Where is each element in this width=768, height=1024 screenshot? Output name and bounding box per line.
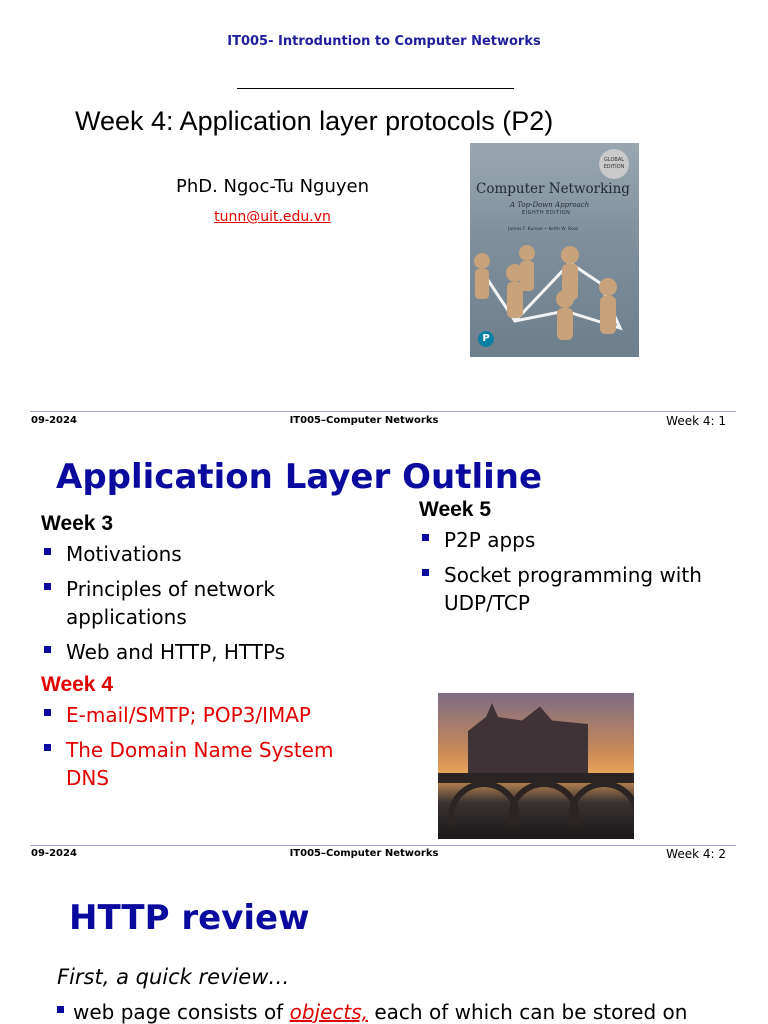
http-intro-text: First, a quick review… — [57, 965, 290, 989]
textbook-cover — [470, 143, 639, 357]
building-silhouette — [468, 703, 588, 773]
list-item: Socket programming with UDP/TCP — [419, 561, 739, 617]
bullet-icon — [422, 534, 429, 541]
publisher-logo-icon: P — [478, 331, 494, 347]
bullet-icon — [44, 744, 51, 751]
book-authors: James F. Kurose • Keith W. Ross — [508, 227, 579, 232]
list-item: Web and HTTP, HTTPs — [41, 638, 381, 666]
book-title: Computer Networking — [476, 181, 630, 197]
footer-course: IT005–Computer Networks — [289, 848, 439, 859]
bullet-icon — [422, 569, 429, 576]
slide-separator — [30, 411, 736, 412]
edition-badge: GLOBAL EDITION — [599, 149, 629, 179]
slide-title: Week 4: Application layer protocols (P2) — [75, 106, 554, 136]
week3-section — [41, 512, 381, 799]
author-name: PhD. Ngoc-Tu Nguyen — [175, 176, 370, 197]
http-review-title: HTTP review — [69, 898, 310, 938]
footer-date: 09-2024 — [31, 848, 77, 859]
bridge-arch — [568, 781, 634, 827]
week4-heading: Week 4 — [41, 673, 113, 696]
outline-title: Application Layer Outline — [56, 457, 543, 497]
footer-page-number: Week 4: 2 — [666, 847, 726, 861]
footer-page-number: Week 4: 1 — [666, 414, 726, 428]
city-bridge-photo — [438, 693, 634, 839]
network-figures-illustration — [470, 143, 639, 357]
week5-heading: Week 5 — [419, 498, 491, 521]
bullet-icon — [44, 583, 51, 590]
week3-list — [41, 540, 381, 666]
week4-list — [41, 701, 381, 792]
bullet-icon — [57, 1006, 64, 1013]
footer-date: 09-2024 — [31, 415, 77, 426]
week3-heading: Week 3 — [41, 512, 113, 535]
list-item: web page consists of objects, each of which can be stored on — [57, 1000, 757, 1024]
list-item: P2P apps — [419, 526, 739, 554]
title-divider — [237, 88, 514, 89]
week5-section — [419, 498, 739, 624]
list-item: The Domain Name System DNS — [41, 736, 356, 792]
week5-list — [419, 526, 739, 617]
bullet-icon — [44, 646, 51, 653]
bullet-icon — [44, 709, 51, 716]
book-subtitle: A Top-Down Approach — [510, 201, 590, 209]
list-item: Principles of network applications — [41, 575, 381, 631]
footer-course: IT005–Computer Networks — [289, 415, 439, 426]
list-item: E-mail/SMTP; POP3/IMAP — [41, 701, 381, 729]
book-edition: EIGHTH EDITION — [522, 210, 571, 216]
bullet-icon — [44, 548, 51, 555]
author-email-link[interactable]: tunn@uit.edu.vn — [214, 209, 331, 225]
objects-emphasis: objects, — [289, 1000, 369, 1024]
list-item: Motivations — [41, 540, 381, 568]
course-header: IT005- Introduntion to Computer Networks — [227, 34, 541, 49]
slide-separator — [30, 845, 736, 846]
